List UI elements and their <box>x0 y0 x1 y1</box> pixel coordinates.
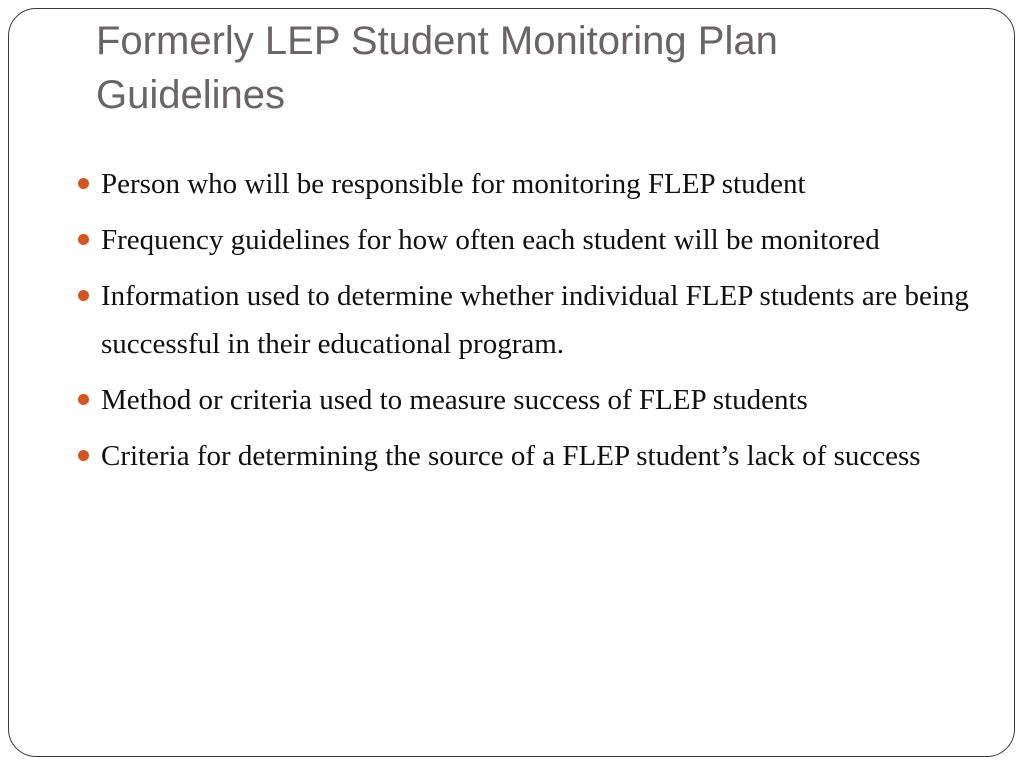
bullet-text: Criteria for determining the source of a FLEP student’s lack of success <box>101 440 921 472</box>
bullet-dot-icon <box>78 234 89 245</box>
bullet-dot-icon <box>78 178 89 189</box>
bullet-text: Frequency guidelines for how often each student will be monitored <box>101 224 880 256</box>
bullet-dot-icon <box>78 450 89 461</box>
bullet-text: Method or criteria used to measure success of FLEP students <box>101 384 808 416</box>
bullet-text: Information used to determine whether individual FLEP students are being successful in their educational program. <box>101 280 969 360</box>
bullet-item <box>72 160 972 208</box>
bullet-item <box>72 216 972 264</box>
bullet-item <box>72 272 972 368</box>
bullet-dot-icon <box>78 394 89 405</box>
bullet-item <box>72 432 972 480</box>
bullet-item <box>72 376 972 424</box>
slide-title: Formerly LEP Student Monitoring Plan Guidelines <box>96 19 778 117</box>
bullet-list <box>72 160 972 488</box>
bullet-text: Person who will be responsible for monitoring FLEP student <box>101 168 806 200</box>
bullet-dot-icon <box>78 290 89 301</box>
